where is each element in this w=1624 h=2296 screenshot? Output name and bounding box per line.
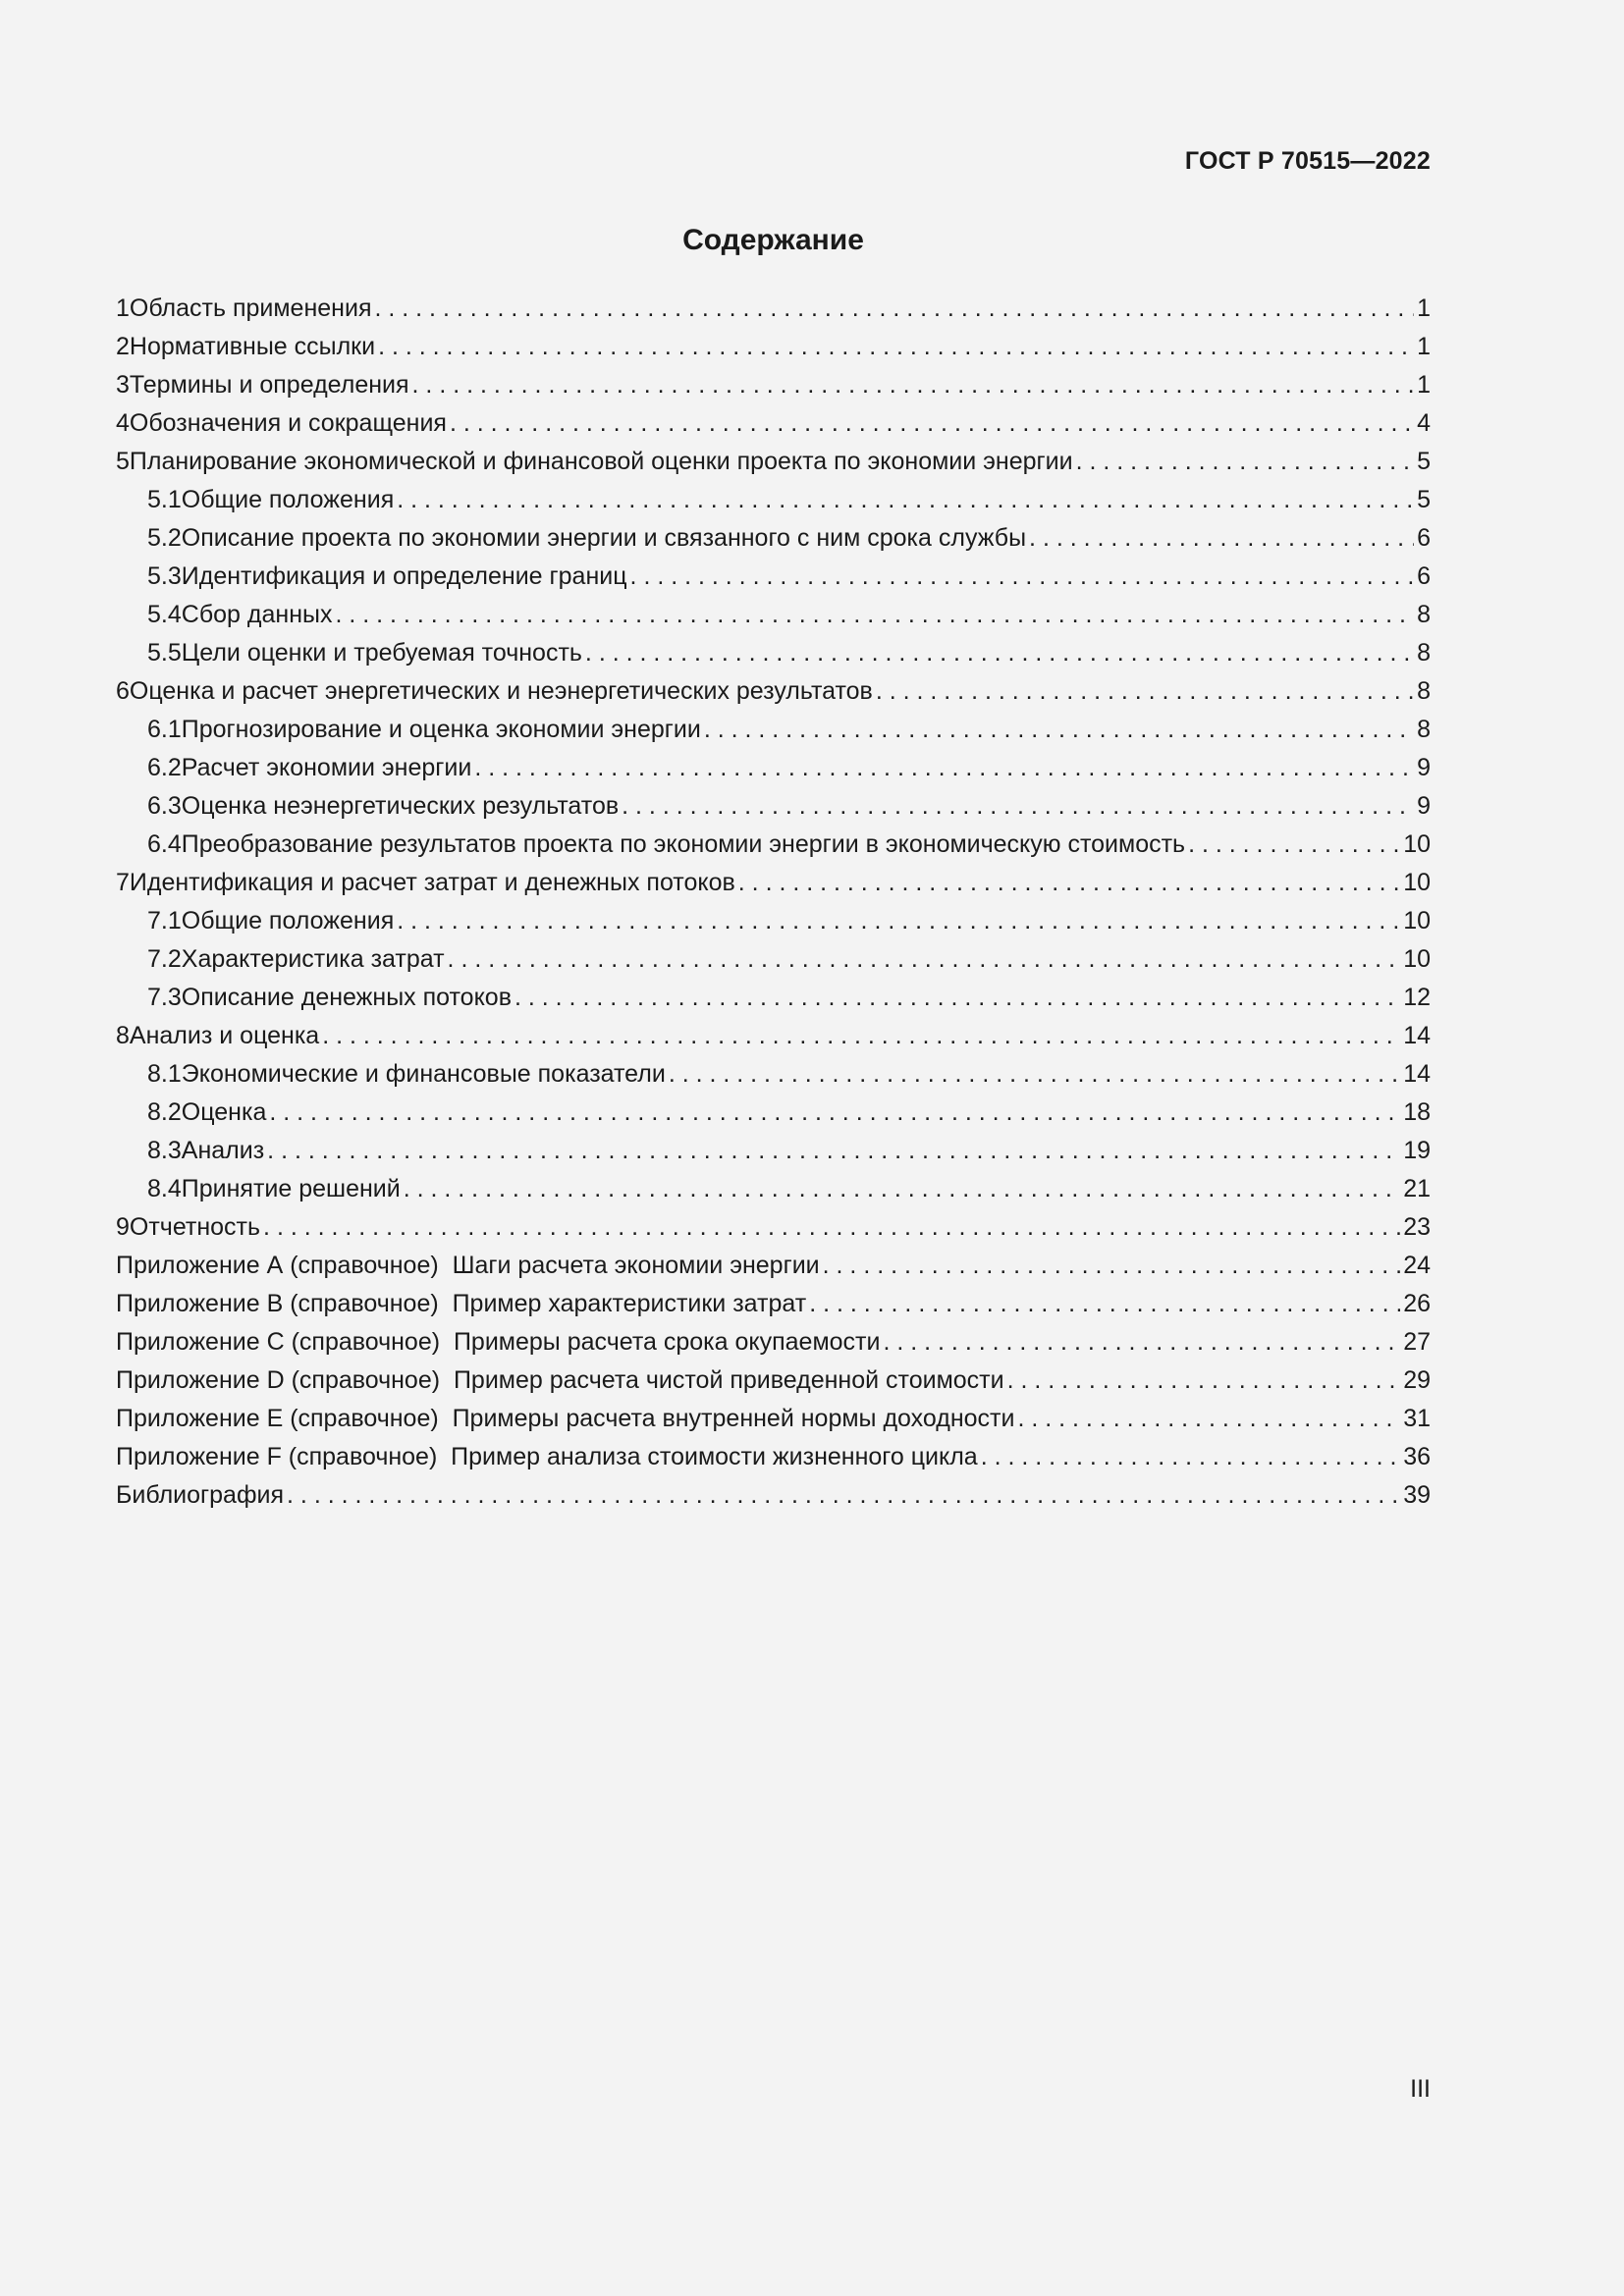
toc-entry-label: Цели оценки и требуемая точность	[181, 639, 582, 667]
toc-entry-label: Анализ и оценка	[129, 1022, 320, 1049]
toc-entry-label: Оценка и расчет энергетических и неэнергетических результатов	[129, 677, 873, 705]
toc-entry-page: 10	[1403, 869, 1431, 896]
toc-entry-label: Приложение С (справочное) Примеры расчета срока окупаемости	[116, 1328, 881, 1356]
toc-entry-label: Приложение А (справочное) Шаги расчета экономии энергии	[116, 1252, 820, 1279]
toc-dot-leader	[269, 1094, 1400, 1132]
toc-entry-page: 6	[1417, 562, 1431, 590]
toc-entry-label: Приложение В (справочное) Пример характеристики затрат	[116, 1290, 807, 1317]
toc-entry-page: 21	[1403, 1175, 1431, 1202]
toc-entry-number: 8.3	[147, 1137, 182, 1164]
toc-entry-number: 6	[116, 677, 130, 705]
toc-entry-number: 6.4	[147, 830, 182, 858]
toc-entry-number: 7.3	[147, 984, 182, 1011]
toc-entry-page: 1	[1417, 294, 1431, 322]
table-of-contents	[116, 290, 1431, 1515]
toc-dot-leader	[622, 787, 1414, 826]
toc-entry-number: 9	[116, 1213, 130, 1241]
toc-entry-page: 19	[1403, 1137, 1431, 1164]
toc-entry[interactable]	[116, 1247, 1431, 1285]
toc-entry[interactable]	[116, 1476, 1431, 1515]
toc-entry-page: 26	[1403, 1290, 1431, 1317]
toc-entry-label: Оценка неэнергетических результатов	[181, 792, 620, 820]
toc-entry-number: 5.3	[147, 562, 182, 590]
toc-entry-page: 8	[1417, 601, 1431, 628]
toc-entry-label: Приложение D (справочное) Пример расчета чистой приведенной стоимости	[116, 1366, 1004, 1394]
toc-entry[interactable]	[116, 826, 1431, 864]
toc-entry-number: 6.3	[147, 792, 182, 820]
toc-entry-number: 7	[116, 869, 130, 896]
toc-entry-label: Отчетность	[129, 1213, 261, 1241]
toc-entry[interactable]	[116, 787, 1431, 826]
toc-entry-label: Нормативные ссылки	[129, 333, 376, 360]
toc-entry-label: Прогнозирование и оценка экономии энергии	[181, 716, 701, 743]
toc-entry-number: 8.4	[147, 1175, 182, 1202]
toc-dot-leader	[474, 749, 1414, 787]
toc-entry-label: Экономические и финансовые показатели	[181, 1060, 666, 1088]
toc-entry-label: Анализ	[181, 1137, 265, 1164]
toc-entry[interactable]	[116, 519, 1431, 558]
toc-entry-page: 31	[1403, 1405, 1431, 1432]
toc-entry-number: 4	[116, 409, 130, 437]
toc-entry[interactable]	[116, 1094, 1431, 1132]
toc-entry-number: 3	[116, 371, 130, 399]
toc-entry-page: 36	[1403, 1443, 1431, 1470]
page-number: III	[1410, 2075, 1431, 2103]
toc-entry[interactable]	[116, 404, 1431, 443]
toc-dot-leader	[322, 1017, 1400, 1055]
toc-dot-leader	[1029, 519, 1414, 558]
toc-entry-number: 6.1	[147, 716, 182, 743]
toc-entry-label: Преобразование результатов проекта по экономии энергии в экономическую стоимость	[181, 830, 1186, 858]
toc-dot-leader	[1017, 1400, 1400, 1438]
toc-entry[interactable]	[116, 1208, 1431, 1247]
toc-entry[interactable]	[116, 864, 1431, 902]
toc-entry-page: 39	[1403, 1481, 1431, 1509]
toc-entry-number: 5.4	[147, 601, 182, 628]
toc-entry[interactable]	[116, 711, 1431, 749]
toc-dot-leader	[1188, 826, 1400, 864]
toc-entry-label: Оценка	[181, 1098, 267, 1126]
toc-entry-page: 14	[1403, 1022, 1431, 1049]
toc-entry-number: 5	[116, 448, 130, 475]
toc-entry-page: 8	[1417, 677, 1431, 705]
toc-entry-label: Приложение F (справочное) Пример анализа стоимости жизненного цикла	[116, 1443, 978, 1470]
toc-entry[interactable]	[116, 1285, 1431, 1323]
toc-entry-number: 8.1	[147, 1060, 182, 1088]
toc-dot-leader	[669, 1055, 1400, 1094]
toc-entry-page: 12	[1403, 984, 1431, 1011]
toc-dot-leader	[630, 558, 1415, 596]
toc-entry-label: Общие положения	[181, 907, 395, 934]
toc-dot-leader	[448, 940, 1401, 979]
toc-entry-number: 6.2	[147, 754, 182, 781]
page-title: Содержание	[682, 224, 864, 256]
toc-entry-label: Общие положения	[181, 486, 395, 513]
toc-entry[interactable]	[116, 1170, 1431, 1208]
toc-dot-leader	[1007, 1362, 1401, 1400]
toc-entry-page: 14	[1403, 1060, 1431, 1088]
toc-entry-page: 5	[1417, 448, 1431, 475]
toc-entry-label: Расчет экономии энергии	[181, 754, 472, 781]
toc-entry-page: 1	[1417, 371, 1431, 399]
toc-entry-page: 23	[1403, 1213, 1431, 1241]
toc-dot-leader	[1076, 443, 1415, 481]
toc-entry[interactable]	[116, 1400, 1431, 1438]
toc-entry-label: Принятие решений	[181, 1175, 401, 1202]
toc-entry-label: Идентификация и расчет затрат и денежных потоков	[129, 869, 735, 896]
toc-entry-label: Сбор данных	[181, 601, 333, 628]
toc-dot-leader	[704, 711, 1414, 749]
toc-entry-label: Описание денежных потоков	[181, 984, 512, 1011]
toc-dot-leader	[514, 979, 1400, 1017]
toc-entry-number: 2	[116, 333, 130, 360]
toc-entry[interactable]	[116, 940, 1431, 979]
toc-entry-page: 4	[1417, 409, 1431, 437]
toc-entry-page: 1	[1417, 333, 1431, 360]
toc-dot-leader	[397, 481, 1414, 519]
toc-entry-page: 8	[1417, 639, 1431, 667]
toc-entry-page: 9	[1417, 792, 1431, 820]
toc-entry-label: Область применения	[129, 294, 372, 322]
toc-entry-number: 1	[116, 294, 130, 322]
toc-entry[interactable]	[116, 634, 1431, 672]
toc-entry[interactable]	[116, 596, 1431, 634]
toc-dot-leader	[876, 672, 1414, 711]
toc-entry[interactable]	[116, 481, 1431, 519]
toc-dot-leader	[335, 596, 1414, 634]
toc-entry-page: 29	[1403, 1366, 1431, 1394]
toc-dot-leader	[374, 290, 1414, 328]
toc-entry-page: 18	[1403, 1098, 1431, 1126]
toc-entry-number: 5.5	[147, 639, 182, 667]
toc-entry-label: Приложение Е (справочное) Примеры расчета внутренней нормы доходности	[116, 1405, 1015, 1432]
toc-entry-page: 8	[1417, 716, 1431, 743]
toc-entry[interactable]	[116, 290, 1431, 328]
toc-entry[interactable]	[116, 1323, 1431, 1362]
toc-dot-leader	[809, 1285, 1400, 1323]
toc-dot-leader	[263, 1208, 1400, 1247]
toc-entry-number: 5.1	[147, 486, 182, 513]
toc-dot-leader	[412, 366, 1415, 404]
toc-entry-label: Термины и определения	[129, 371, 409, 399]
toc-dot-leader	[450, 404, 1414, 443]
toc-entry-page: 24	[1403, 1252, 1431, 1279]
toc-entry[interactable]	[116, 749, 1431, 787]
toc-entry[interactable]	[116, 979, 1431, 1017]
toc-entry[interactable]	[116, 1055, 1431, 1094]
toc-dot-leader	[397, 902, 1400, 940]
toc-entry-page: 9	[1417, 754, 1431, 781]
toc-entry-label: Характеристика затрат	[181, 945, 445, 973]
toc-dot-leader	[404, 1170, 1400, 1208]
toc-entry[interactable]	[116, 1362, 1431, 1400]
toc-entry-label: Библиография	[116, 1481, 285, 1509]
toc-entry-number: 8.2	[147, 1098, 182, 1126]
toc-entry-label: Планирование экономической и финансовой оценки проекта по экономии энергии	[129, 448, 1073, 475]
toc-dot-leader	[585, 634, 1414, 672]
toc-dot-leader	[981, 1438, 1400, 1476]
toc-entry[interactable]	[116, 1438, 1431, 1476]
toc-entry-page: 6	[1417, 524, 1431, 552]
toc-dot-leader	[267, 1132, 1400, 1170]
toc-entry[interactable]	[116, 366, 1431, 404]
toc-dot-leader	[738, 864, 1400, 902]
toc-entry-label: Описание проекта по экономии энергии и связанного с ним срока службы	[181, 524, 1027, 552]
toc-entry[interactable]	[116, 902, 1431, 940]
toc-entry[interactable]	[116, 1017, 1431, 1055]
toc-dot-leader	[883, 1323, 1400, 1362]
toc-entry-number: 5.2	[147, 524, 182, 552]
toc-entry[interactable]	[116, 443, 1431, 481]
toc-entry[interactable]	[116, 328, 1431, 366]
toc-entry-page: 27	[1403, 1328, 1431, 1356]
toc-entry-page: 10	[1403, 830, 1431, 858]
toc-entry-number: 7.1	[147, 907, 182, 934]
toc-entry-number: 7.2	[147, 945, 182, 973]
toc-dot-leader	[378, 328, 1414, 366]
toc-entry-page: 10	[1403, 907, 1431, 934]
toc-entry-number: 8	[116, 1022, 130, 1049]
toc-entry-label: Идентификация и определение границ	[181, 562, 627, 590]
toc-entry-label: Обозначения и сокращения	[129, 409, 447, 437]
toc-entry-page: 10	[1403, 945, 1431, 973]
toc-entry[interactable]	[116, 672, 1431, 711]
toc-entry-page: 5	[1417, 486, 1431, 513]
toc-dot-leader	[287, 1476, 1400, 1515]
toc-dot-leader	[823, 1247, 1401, 1285]
toc-entry[interactable]	[116, 558, 1431, 596]
toc-entry[interactable]	[116, 1132, 1431, 1170]
document-code: ГОСТ Р 70515—2022	[1184, 147, 1431, 175]
